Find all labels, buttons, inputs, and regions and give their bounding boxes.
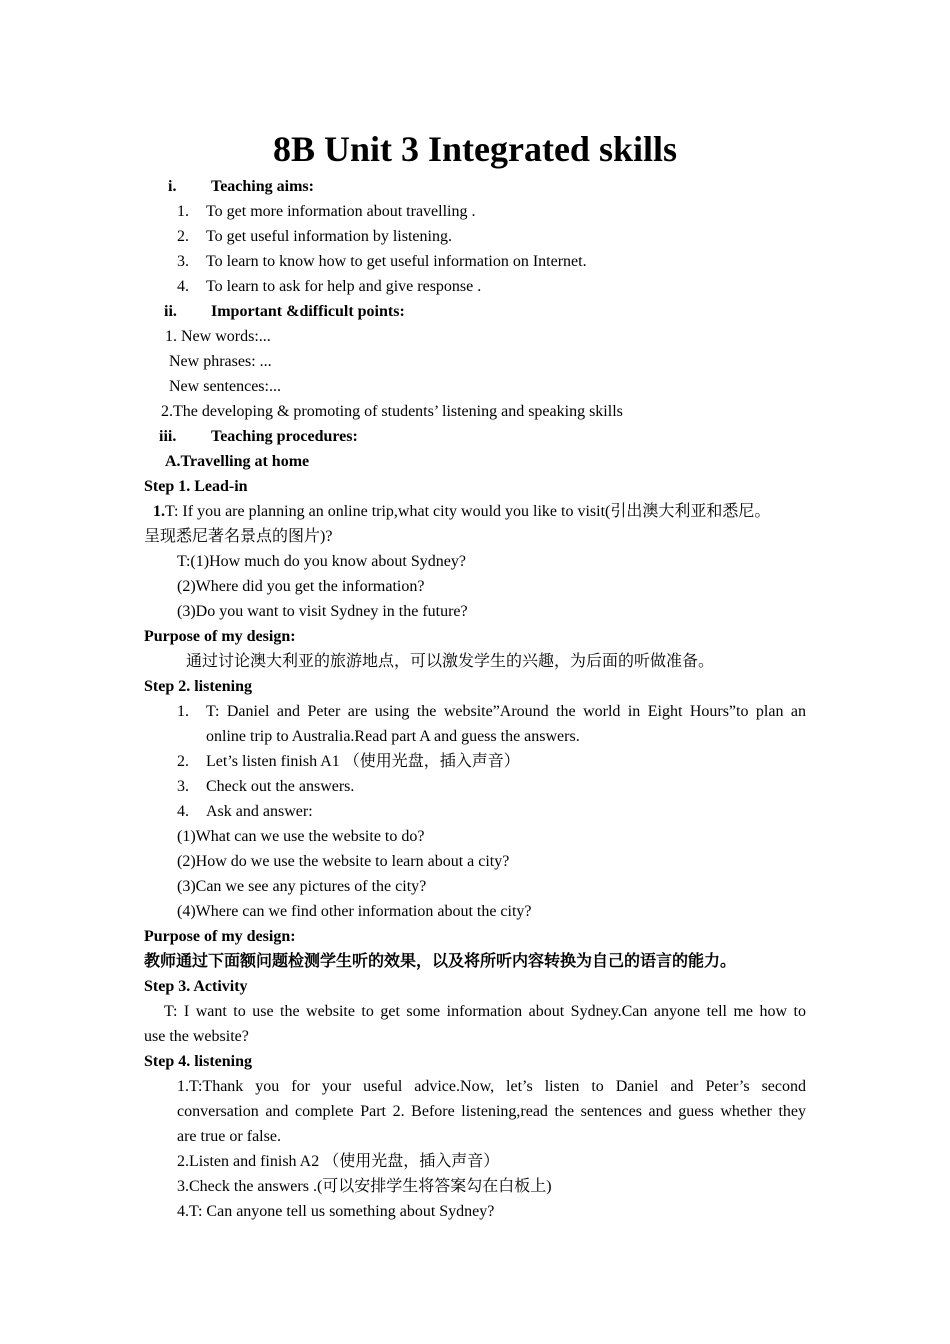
list-item: To get useful information by listening. bbox=[206, 228, 452, 245]
step1-heading: Step 1. Lead-in bbox=[144, 478, 248, 495]
step2-question: (2)How do we use the website to learn about a city? bbox=[177, 853, 510, 870]
step1-question-number: 1. bbox=[153, 503, 165, 520]
step1-sub-question: (2)Where did you get the information? bbox=[177, 578, 425, 595]
list-item: To get more information about travelling . bbox=[206, 203, 476, 220]
step3-line1: T: I want to use the website to get some information about Sydney.Can anyone tell me how to bbox=[164, 1003, 806, 1020]
list-number: 2. bbox=[177, 753, 189, 770]
list-item: To learn to ask for help and give response . bbox=[206, 278, 482, 295]
purpose2-heading: Purpose of my design: bbox=[144, 928, 296, 945]
section-heading-important-points: Important &difficult points: bbox=[211, 303, 405, 320]
step1-question bbox=[153, 499, 770, 524]
section-heading-procedures: Teaching procedures: bbox=[211, 428, 358, 445]
step4-item1-line2: conversation and complete Part 2. Before listening,read the sentences and guess whether they bbox=[177, 1103, 806, 1120]
list-number: 1. bbox=[177, 703, 189, 720]
step4-item2: 2.Listen and finish A2 （使用光盘，插入声音） bbox=[177, 1153, 500, 1170]
list-number: 2. bbox=[177, 228, 189, 245]
step1-question-line2: 呈现悉尼著名景点的图片)? bbox=[144, 528, 333, 545]
points-new-phrases: New phrases: ... bbox=[169, 353, 272, 370]
points-skills: 2.The developing & promoting of students’ listening and speaking skills bbox=[161, 403, 623, 420]
step1-sub-question: T:(1)How much do you know about Sydney? bbox=[177, 553, 466, 570]
page-title: 8B Unit 3 Integrated skills bbox=[272, 129, 678, 169]
step4-item4: 4.T: Can anyone tell us something about Sydney? bbox=[177, 1203, 495, 1220]
step2-question: (1)What can we use the website to do? bbox=[177, 828, 425, 845]
step2-question: (4)Where can we find other information about the city? bbox=[177, 903, 532, 920]
step4-item1-line1: 1.T:Thank you for your useful advice.Now, let’s listen to Daniel and Peter’s second bbox=[177, 1078, 806, 1095]
step4-heading: Step 4. listening bbox=[144, 1053, 253, 1070]
list-number: 1. bbox=[177, 203, 189, 220]
step3-heading: Step 3. Activity bbox=[144, 978, 248, 995]
step2-heading: Step 2. listening bbox=[144, 678, 253, 695]
points-new-words: 1. New words:... bbox=[165, 328, 271, 345]
purpose2-text: 教师通过下面额问题检测学生听的效果，以及将所听内容转换为自己的语言的能力。 bbox=[144, 953, 737, 970]
step2-item: Let’s listen finish A1 （使用光盘，插入声音） bbox=[206, 753, 520, 770]
section-number: iii. bbox=[159, 428, 177, 445]
step1-sub-question: (3)Do you want to visit Sydney in the future? bbox=[177, 603, 468, 620]
purpose1-text: 通过讨论澳大利亚的旅游地点，可以激发学生的兴趣，为后面的听做准备。 bbox=[186, 653, 715, 670]
step3-line2: use the website? bbox=[144, 1028, 249, 1045]
purpose1-heading: Purpose of my design: bbox=[144, 628, 296, 645]
part-a-heading: A.Travelling at home bbox=[165, 453, 310, 470]
list-number: 4. bbox=[177, 803, 189, 820]
step2-item-line2: online trip to Australia.Read part A and guess the answers. bbox=[206, 728, 580, 745]
step2-question: (3)Can we see any pictures of the city? bbox=[177, 878, 427, 895]
step1-question-line1: T: If you are planning an online trip,what city would you like to visit(引出澳大利亚和悉尼。 bbox=[165, 503, 771, 520]
points-new-sentences: New sentences:... bbox=[169, 378, 281, 395]
step2-item-line1: T: Daniel and Peter are using the website”Around the world in Eight Hours”to plan an bbox=[206, 703, 806, 720]
section-number: i. bbox=[168, 178, 177, 195]
section-number: ii. bbox=[164, 303, 177, 320]
list-number: 4. bbox=[177, 278, 189, 295]
list-number: 3. bbox=[177, 253, 189, 270]
list-number: 3. bbox=[177, 778, 189, 795]
step4-item1-line3: are true or false. bbox=[177, 1128, 281, 1145]
step4-item3: 3.Check the answers .(可以安排学生将答案勾在白板上) bbox=[177, 1178, 552, 1195]
step2-item: Check out the answers. bbox=[206, 778, 355, 795]
step2-item: Ask and answer: bbox=[206, 803, 313, 820]
list-item: To learn to know how to get useful information on Internet. bbox=[206, 253, 587, 270]
section-heading-teaching-aims: Teaching aims: bbox=[211, 178, 314, 195]
